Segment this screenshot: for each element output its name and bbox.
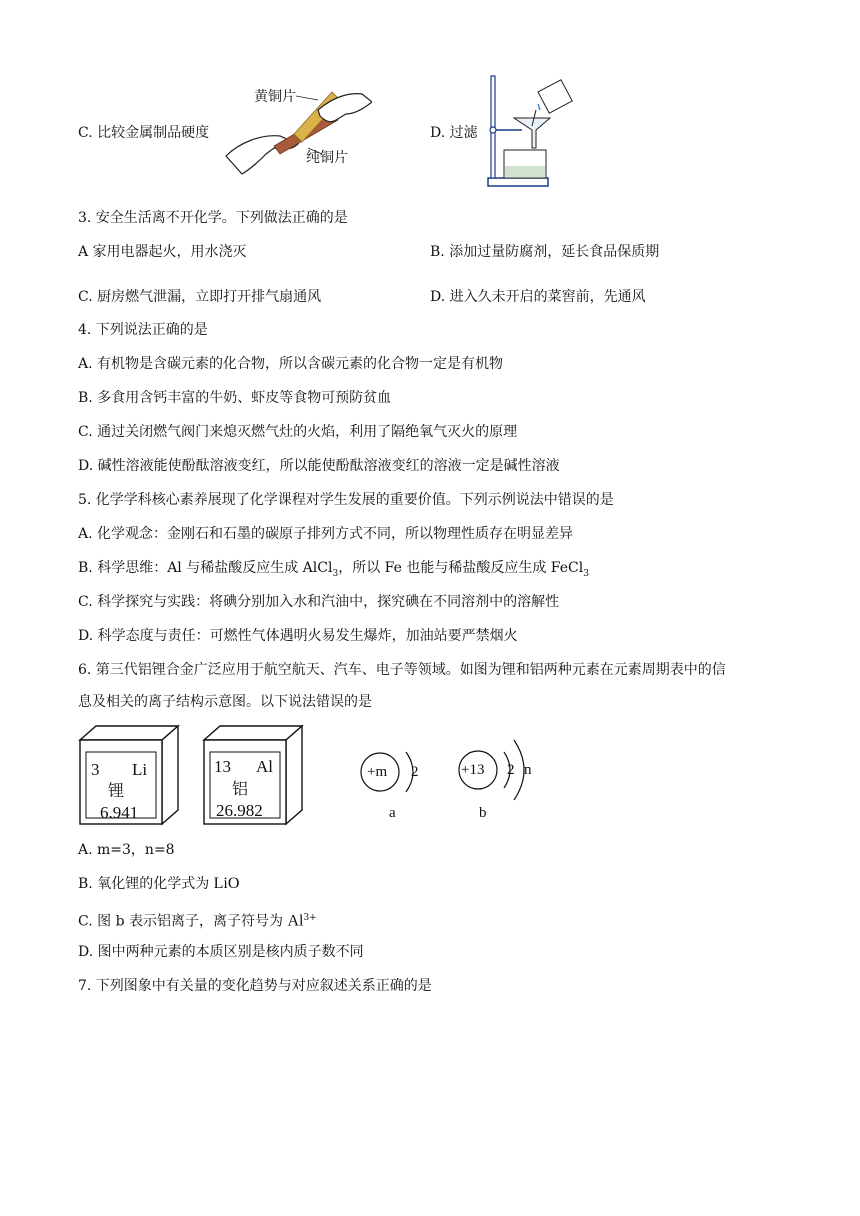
q6-stem-line1: 6. 第三代铝锂合金广泛应用于航空航天、汽车、电子等领域。如图为锂和铝两种元素在元素周期表中的信 xyxy=(78,662,726,678)
q4-option-d: D. 碱性溶液能使酚酞溶液变红，所以能使酚酞溶液变红的溶液一定是碱性溶液 xyxy=(78,458,560,474)
q7-stem: 7. 下列图象中有关量的变化趋势与对应叙述关系正确的是 xyxy=(78,978,432,994)
q4-option-b: B. 多食用含钙丰富的牛奶、虾皮等食物可预防贫血 xyxy=(78,390,392,406)
hardness-comparison-figure xyxy=(222,84,372,184)
q3-option-b: B. 添加过量防腐剂，延长食品保质期 xyxy=(430,244,660,260)
ion-b-label: b xyxy=(479,805,487,821)
q3-stem: 3. 安全生活离不开化学。下列做法正确的是 xyxy=(78,210,348,226)
q4-stem: 4. 下列说法正确的是 xyxy=(78,322,208,338)
q3-option-a: A 家用电器起火，用水浇灭 xyxy=(78,244,247,260)
q4-option-c: C. 通过关闭燃气阀门来熄灭燃气灶的火焰，利用了隔绝氧气灭火的原理 xyxy=(78,424,518,440)
q3-option-c: C. 厨房燃气泄漏，立即打开排气扇通风 xyxy=(78,289,322,305)
q2-option-d: D. 过滤 xyxy=(430,125,478,141)
ion-a-label: a xyxy=(389,805,396,821)
al-name: 铝 xyxy=(232,779,249,798)
ion-b-nucleus: +13 xyxy=(461,762,485,778)
al-atomic-mass: 26.982 xyxy=(216,801,263,820)
li-atomic-number: 3 xyxy=(91,760,100,779)
q5-option-c: C. 科学探究与实践：将碘分别加入水和汽油中，探究碘在不同溶剂中的溶解性 xyxy=(78,594,560,610)
li-atomic-mass: 6.941 xyxy=(100,803,139,822)
filtration-apparatus-figure xyxy=(484,74,576,192)
ion-b-shell1: 2 xyxy=(507,762,515,778)
q6-stem-line2: 息及相关的离子结构示意图。以下说法错误的是 xyxy=(78,694,372,710)
al-atomic-number: 13 xyxy=(214,757,231,776)
q6-option-a: A. m=3，n=8 xyxy=(78,842,175,858)
ion-a-nucleus: +m xyxy=(367,764,388,780)
copper-label: 纯铜片 xyxy=(306,150,348,166)
ion-b-shell2: n xyxy=(524,762,532,778)
al-symbol: Al xyxy=(256,757,273,776)
q5-option-b: B. 科学思维：Al 与稀盐酸反应生成 AlCl$_3$，所以 Fe 也能与稀盐酸反应生成 FeCl$_3$ xyxy=(78,560,589,579)
q5-stem: 5. 化学学科核心素养展现了化学课程对学生发展的重要价值。下列示例说法中错误的是 xyxy=(78,492,614,508)
brass-label: 黄铜片 xyxy=(254,89,296,105)
q2-option-c: C. 比较金属制品硬度 xyxy=(78,125,210,141)
q5-option-a: A. 化学观念：金刚石和石墨的碳原子排列方式不同，所以物理性质存在明显差异 xyxy=(78,526,574,542)
ion-a-shell: 2 xyxy=(411,764,419,780)
li-name: 锂 xyxy=(108,781,125,800)
li-symbol: Li xyxy=(132,760,148,779)
q4-option-a: A. 有机物是含碳元素的化合物，所以含碳元素的化合物一定是有机物 xyxy=(78,356,504,372)
q3-option-d: D. 进入久未开启的菜窖前，先通风 xyxy=(430,289,646,305)
q5-option-d: D. 科学态度与责任：可燃性气体遇明火易发生爆炸，加油站要严禁烟火 xyxy=(78,628,518,644)
q6-option-b: B. 氧化锂的化学式为 LiO xyxy=(78,875,240,892)
q6-option-d: D. 图中两种元素的本质区别是核内质子数不同 xyxy=(78,944,364,960)
q6-option-c: C. 图 b 表示铝离子，离子符号为 $Al^{3+}$ xyxy=(78,912,317,930)
